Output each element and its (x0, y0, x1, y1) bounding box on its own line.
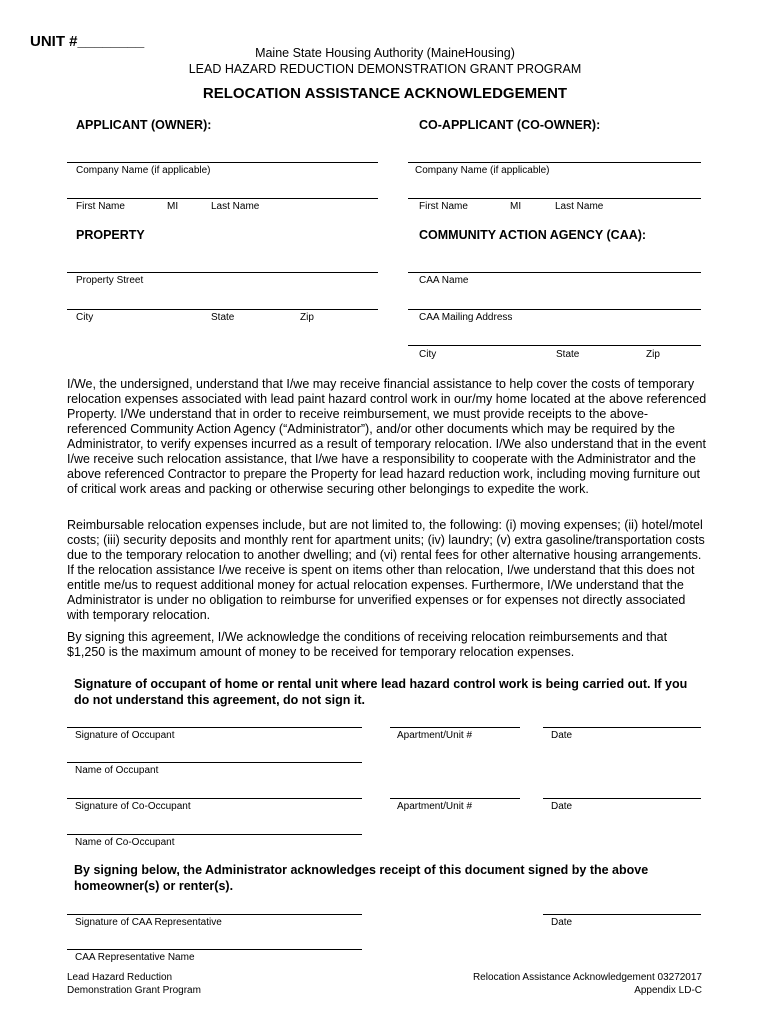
caa-representative-name-caption: CAA Representative Name (75, 952, 195, 963)
body-paragraph-2: Reimbursable relocation expenses include, but are not limited to, the following: (i) moving expenses; (ii) hotel/motel costs; (iii) security deposits and monthly rent for apartment units; (iv) laundry; (v) extra gasoline/transportation costs due to the temporary relocation to another dwelling; and (vi) rental fees for other alternative housing arrangements. If the relocation assistance I/we receive is spent on items other than relocation, I/we understand that this does not entitle me/us to request additional money for actual relocation expenses. Furthermore, I/We understand that the Administrator is under no obligation to reimburse for unverified expenses or for expenses not directly associated with temporary relocation. (67, 518, 705, 622)
footer-left (67, 971, 201, 997)
caa-zip-caption: Zip (646, 349, 660, 360)
caa-mailing-caption: CAA Mailing Address (419, 312, 513, 323)
applicant-company-caption: Company Name (if applicable) (76, 165, 211, 176)
administrator-acknowledgement-note: By signing below, the Administrator acknowledges receipt of this document signed by the above homeowner(s) or renter(s). (74, 863, 649, 893)
coapplicant-first-name-caption: First Name (419, 201, 468, 212)
occupant-signature-caption: Signature of Occupant (75, 730, 175, 741)
property-state-caption: State (211, 312, 235, 323)
property-city-line[interactable] (67, 309, 378, 310)
form-title: RELOCATION ASSISTANCE ACKNOWLEDGEMENT (202, 85, 568, 102)
applicant-company-line[interactable] (67, 162, 378, 163)
occupant-signature-line[interactable] (67, 727, 362, 728)
caa-date-line[interactable] (543, 914, 701, 915)
caa-state-caption: State (556, 349, 580, 360)
agency-name: Maine State Housing Authority (MaineHousing) (255, 46, 515, 60)
property-street-caption: Property Street (76, 275, 144, 286)
unit-number-label: UNIT #________ (30, 33, 145, 50)
apartment-unit-caption-2: Apartment/Unit # (397, 801, 473, 812)
coapplicant-name-line[interactable] (408, 198, 701, 199)
date-caption-2: Date (551, 801, 573, 812)
agency-header (0, 45, 770, 77)
caa-city-line[interactable] (408, 345, 701, 346)
footer-document-id: Relocation Assistance Acknowledgement 03272017 (472, 972, 702, 983)
caa-mailing-line[interactable] (408, 309, 701, 310)
applicant-heading: APPLICANT (OWNER): (76, 118, 212, 132)
cooccupant-signature-caption: Signature of Co-Occupant (75, 801, 191, 812)
property-heading: PROPERTY (76, 228, 145, 242)
applicant-last-name-caption: Last Name (211, 201, 260, 212)
occupant-signature-note: Signature of occupant of home or rental unit where lead hazard control work is being carried out. If you do not understand this agreement, do not sign it. (74, 677, 688, 707)
cooccupant-name-caption: Name of Co-Occupant (75, 837, 175, 848)
property-zip-caption: Zip (300, 312, 314, 323)
footer-program-line1: Lead Hazard Reduction (67, 972, 173, 983)
caa-date-caption: Date (551, 917, 573, 928)
caa-city-caption: City (419, 349, 437, 360)
cooccupant-name-line[interactable] (67, 834, 362, 835)
program-name: LEAD HAZARD REDUCTION DEMONSTRATION GRANT PROGRAM (188, 62, 582, 76)
apartment-unit-line-1[interactable] (390, 727, 520, 728)
caa-name-caption: CAA Name (419, 275, 469, 286)
footer-appendix: Appendix LD-C (634, 985, 702, 996)
property-street-line[interactable] (67, 272, 378, 273)
caa-heading: COMMUNITY ACTION AGENCY (CAA): (419, 228, 647, 242)
coapplicant-mi-caption: MI (510, 201, 522, 212)
caa-signature-line[interactable] (67, 914, 362, 915)
occupant-name-caption: Name of Occupant (75, 765, 159, 776)
coapplicant-last-name-caption: Last Name (555, 201, 604, 212)
applicant-name-line[interactable] (67, 198, 378, 199)
caa-representative-name-line[interactable] (67, 949, 362, 950)
property-city-caption: City (76, 312, 94, 323)
date-line-1[interactable] (543, 727, 701, 728)
footer-right (473, 971, 702, 997)
caa-signature-caption: Signature of CAA Representative (75, 917, 222, 928)
date-caption-1: Date (551, 730, 573, 741)
caa-name-line[interactable] (408, 272, 701, 273)
coapplicant-company-caption: Company Name (if applicable) (415, 165, 550, 176)
coapplicant-heading: CO-APPLICANT (CO-OWNER): (419, 118, 601, 132)
cooccupant-signature-line[interactable] (67, 798, 362, 799)
applicant-first-name-caption: First Name (76, 201, 125, 212)
coapplicant-company-line[interactable] (408, 162, 701, 163)
body-paragraph-1: I/We, the undersigned, understand that I/we may receive financial assistance to help cover the costs of temporary relocation expenses associated with lead paint hazard control work in our/my home located at the above referenced Property. I/We understand that in order to receive reimbursement, we must provide receipts to the above-referenced Community Action Agency (“Administrator”), and/or other documents which may be required by the Administrator, to verify expenses incurred as a result of temporary relocation. I/We also understand that in the event I/we receive such relocation assistance, that I/we have a responsibility to cooperate with the Administrator and the above referenced Contractor to prepare the Property for lead hazard reduction work, including moving furniture out of critical work areas and packing or otherwise securing other belongings to expedite the work. (67, 377, 707, 496)
occupant-name-line[interactable] (67, 762, 362, 763)
footer-program-line2: Demonstration Grant Program (67, 985, 201, 996)
date-line-2[interactable] (543, 798, 701, 799)
apartment-unit-line-2[interactable] (390, 798, 520, 799)
body-paragraph-3: By signing this agreement, I/We acknowledge the conditions of receiving relocation reimbursements and that $1,250 is the maximum amount of money to be received for temporary relocation expenses. (67, 630, 668, 659)
apartment-unit-caption-1: Apartment/Unit # (397, 730, 473, 741)
applicant-mi-caption: MI (167, 201, 179, 212)
